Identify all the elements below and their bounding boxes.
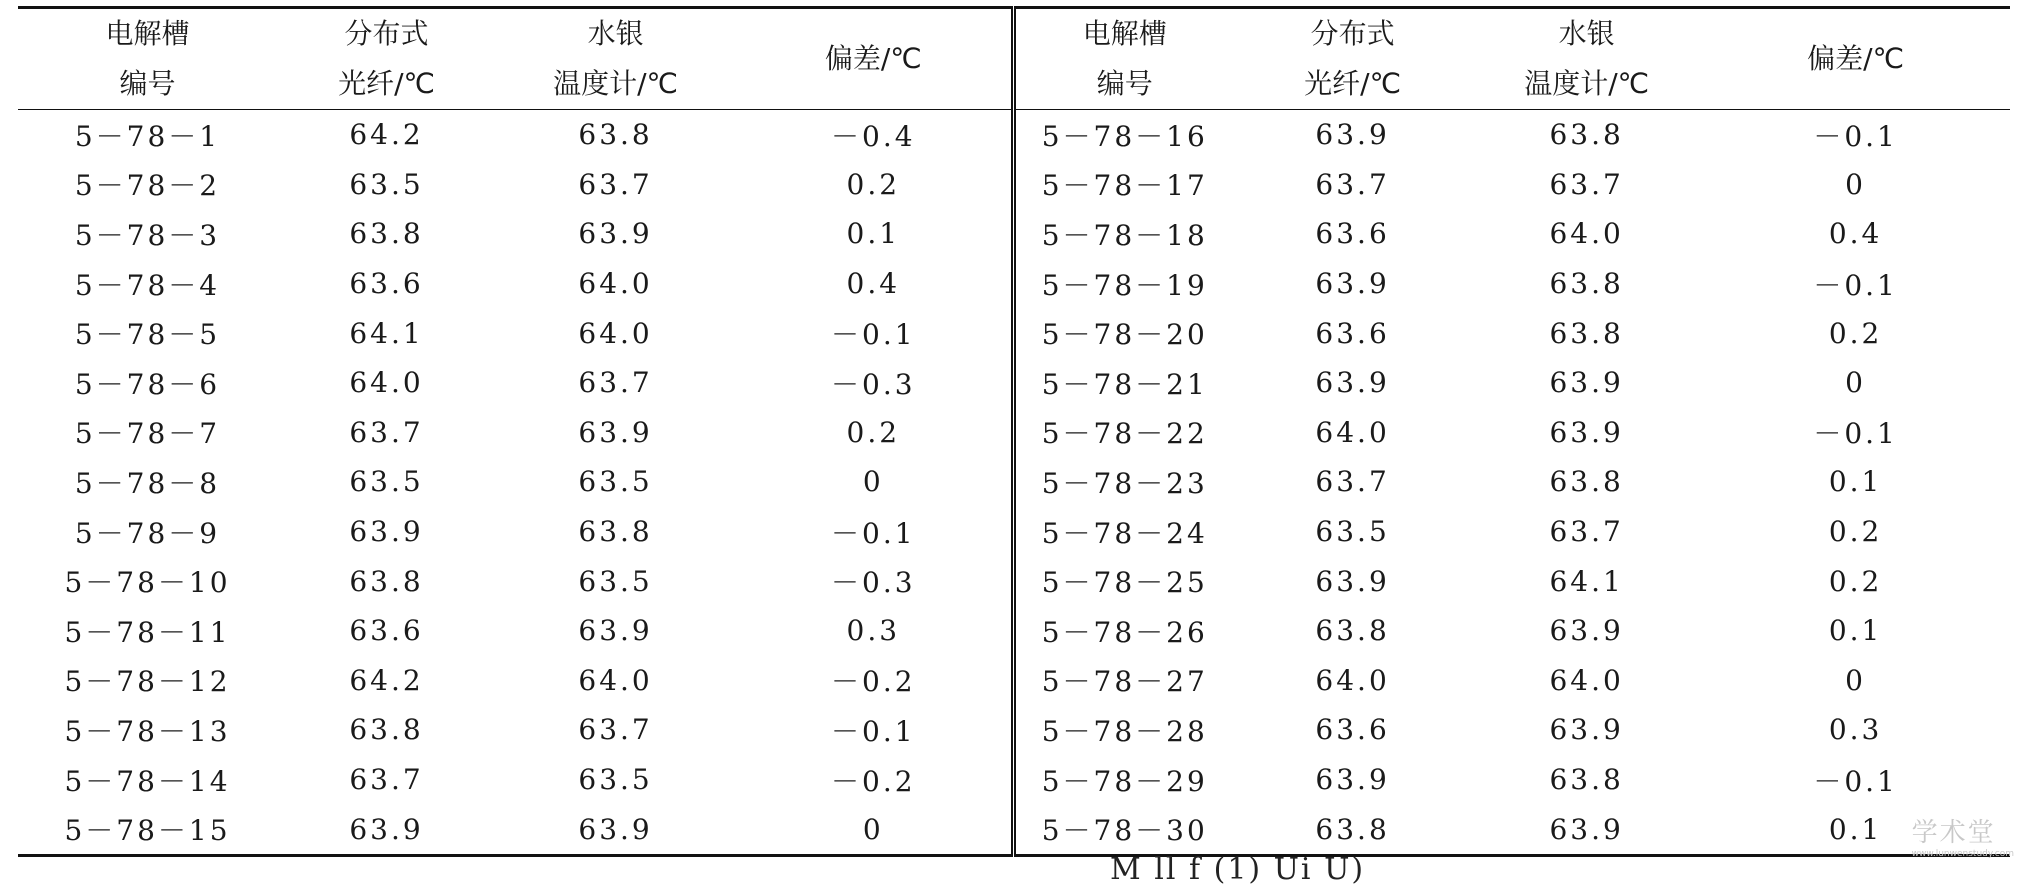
left-fiber-temp-cell: 63.7 — [349, 415, 424, 449]
table-row — [18, 755, 2010, 805]
right-mercury-temp-cell: 63.7 — [1549, 167, 1624, 201]
right-cell-id-cell: 5－78－25 — [1041, 566, 1208, 600]
right-fiber-temp-cell: 63.9 — [1315, 267, 1390, 301]
header-cell-cell-id-right — [1014, 8, 1233, 110]
left-fiber-temp-cell: 64.2 — [349, 118, 424, 152]
right-fiber-temp-cell: 63.5 — [1315, 515, 1390, 549]
left-mercury-temp-cell: 63.7 — [578, 366, 653, 400]
cropped-footer-text: M ll f (1) Ui U) — [1110, 852, 1366, 887]
left-fiber-temp-cell: 63.7 — [349, 763, 424, 797]
left-fiber-temp-cell: 63.6 — [349, 267, 424, 301]
left-mercury-temp-cell: 63.8 — [578, 515, 653, 549]
right-fiber-temp-cell: 63.6 — [1315, 713, 1390, 747]
left-mercury-temp-cell: 63.5 — [578, 465, 653, 499]
header-line: 温度计/℃ — [553, 67, 679, 100]
left-deviation-cell: －0.2 — [735, 656, 1014, 706]
right-cell-id-cell: 5－78－18 — [1041, 218, 1208, 252]
left-cell-id-cell: 5－78－1 — [74, 119, 221, 153]
left-deviation-cell: 0.2 — [735, 160, 1014, 210]
right-fiber-temp-cell: 63.9 — [1315, 564, 1390, 598]
right-cell-id-cell: 5－78－23 — [1041, 466, 1208, 500]
right-deviation-cell: 0.2 — [1828, 515, 1883, 549]
right-mercury-temp-cell: 63.9 — [1549, 614, 1624, 648]
right-mercury-temp-cell: 63.8 — [1549, 118, 1624, 152]
header-line: 编号 — [119, 67, 176, 100]
left-cell-id-cell: 5－78－11 — [64, 615, 231, 649]
header-line: 电解槽 — [105, 17, 190, 50]
left-cell-id-cell: 5－78－7 — [74, 417, 221, 451]
table-row — [18, 209, 2010, 259]
header-line: 水银 — [1558, 17, 1615, 50]
left-deviation-cell: －0.4 — [735, 110, 1014, 160]
left-deviation-cell: 0 — [735, 457, 1014, 507]
right-cell-id-cell: 5－78－16 — [1041, 119, 1208, 153]
left-mercury-temp-cell: 63.9 — [578, 415, 653, 449]
table-row — [18, 656, 2010, 706]
right-deviation-cell: －0.1 — [1813, 268, 1898, 302]
temperature-comparison-table — [18, 6, 2010, 857]
header-cell-fiber-left — [277, 8, 496, 110]
right-mercury-temp-cell: 64.0 — [1549, 217, 1624, 251]
right-mercury-temp-cell: 63.9 — [1549, 713, 1624, 747]
left-cell-id-cell: 5－78－6 — [74, 367, 221, 401]
left-deviation-cell: －0.1 — [735, 705, 1014, 755]
header-cell-deviation-left — [735, 8, 1014, 110]
table-row — [18, 705, 2010, 755]
comparison-table-container — [18, 6, 2010, 857]
left-cell-id-cell: 5－78－2 — [74, 169, 221, 203]
left-mercury-temp-cell: 63.7 — [578, 167, 653, 201]
table-row — [18, 556, 2010, 606]
right-cell-id-cell: 5－78－19 — [1041, 268, 1208, 302]
right-mercury-temp-cell: 63.7 — [1549, 515, 1624, 549]
right-deviation-cell: 0 — [1845, 663, 1866, 697]
right-fiber-temp-cell: 63.9 — [1315, 763, 1390, 797]
table-row — [18, 160, 2010, 210]
left-mercury-temp-cell: 64.0 — [578, 316, 653, 350]
left-deviation-cell: 0.1 — [735, 209, 1014, 259]
left-mercury-temp-cell: 64.0 — [578, 663, 653, 697]
table-row — [18, 110, 2010, 160]
left-deviation-cell: 0 — [735, 804, 1014, 855]
right-fiber-temp-cell: 63.7 — [1315, 167, 1390, 201]
left-fiber-temp-cell: 63.8 — [349, 713, 424, 747]
left-mercury-temp-cell: 63.9 — [578, 614, 653, 648]
header-cell-mercury-left — [496, 8, 735, 110]
right-mercury-temp-cell: 63.8 — [1549, 763, 1624, 797]
left-cell-id-cell: 5－78－8 — [74, 466, 221, 500]
header-line: 温度计/℃ — [1524, 67, 1650, 100]
right-fiber-temp-cell: 63.7 — [1315, 465, 1390, 499]
table-row — [18, 457, 2010, 507]
header-line: 编号 — [1096, 67, 1153, 100]
left-cell-id-cell: 5－78－9 — [74, 516, 221, 550]
right-fiber-temp-cell: 63.9 — [1315, 366, 1390, 400]
left-cell-id-cell: 5－78－3 — [74, 218, 221, 252]
right-mercury-temp-cell: 63.9 — [1472, 804, 1701, 855]
right-mercury-temp-cell: 63.9 — [1549, 415, 1624, 449]
left-cell-id-cell: 5－78－14 — [64, 764, 231, 798]
left-fiber-temp-cell: 63.6 — [349, 614, 424, 648]
table-body — [18, 110, 2010, 856]
right-fiber-temp-cell: 64.0 — [1315, 663, 1390, 697]
table-row — [18, 308, 2010, 358]
table-row — [18, 606, 2010, 656]
left-fiber-temp-cell: 64.0 — [349, 366, 424, 400]
header-line: 分布式 — [344, 17, 429, 50]
left-deviation-cell: －0.2 — [735, 755, 1014, 805]
table-row — [18, 507, 2010, 557]
left-deviation-cell: －0.1 — [735, 507, 1014, 557]
right-deviation-cell: 0.1 — [1828, 614, 1883, 648]
header-cell-mercury-right — [1472, 8, 1701, 110]
right-cell-id-cell: 5－78－28 — [1041, 714, 1208, 748]
right-fiber-temp-cell: 63.6 — [1315, 217, 1390, 251]
watermark-logo — [1912, 812, 2014, 859]
right-fiber-temp-cell: 63.9 — [1315, 118, 1390, 152]
header-cell-cell-id-left — [18, 8, 277, 110]
right-cell-id-cell: 5－78－26 — [1041, 615, 1208, 649]
right-deviation-cell: －0.1 — [1813, 417, 1898, 451]
header-row — [18, 8, 2010, 110]
right-mercury-temp-cell: 63.8 — [1549, 465, 1624, 499]
right-mercury-temp-cell: 63.9 — [1549, 366, 1624, 400]
left-cell-id-cell: 5－78－13 — [64, 714, 231, 748]
right-deviation-cell: －0.1 — [1813, 119, 1898, 153]
right-deviation-cell: 0.4 — [1828, 217, 1883, 251]
left-cell-id-cell: 5－78－10 — [64, 566, 231, 600]
left-mercury-temp-cell: 64.0 — [578, 267, 653, 301]
left-fiber-temp-cell: 63.8 — [349, 564, 424, 598]
watermark-text: 学术堂 — [1911, 818, 1996, 848]
left-fiber-temp-cell: 64.2 — [349, 663, 424, 697]
right-fiber-temp-cell: 64.0 — [1315, 415, 1390, 449]
left-mercury-temp-cell: 63.7 — [578, 713, 653, 747]
left-cell-id-cell: 5－78－15 — [18, 804, 277, 855]
left-cell-id-cell: 5－78－5 — [74, 318, 221, 352]
left-deviation-cell: －0.1 — [735, 308, 1014, 358]
right-mercury-temp-cell: 64.1 — [1549, 564, 1624, 598]
left-fiber-temp-cell: 63.9 — [277, 804, 496, 855]
header-line: 分布式 — [1310, 17, 1395, 50]
left-deviation-cell: －0.3 — [735, 358, 1014, 408]
right-deviation-cell: 0.1 — [1701, 804, 2010, 855]
right-mercury-temp-cell: 63.8 — [1549, 267, 1624, 301]
right-fiber-temp-cell: 63.8 — [1315, 614, 1390, 648]
left-mercury-temp-cell: 63.9 — [496, 804, 735, 855]
header-cell-deviation-right — [1701, 8, 2010, 110]
right-cell-id-cell: 5－78－20 — [1041, 318, 1208, 352]
table-row — [18, 408, 2010, 458]
right-cell-id-cell: 5－78－30 — [1014, 804, 1233, 855]
header-line: 光纤/℃ — [338, 67, 435, 100]
right-deviation-cell: 0.1 — [1828, 465, 1883, 499]
right-fiber-temp-cell: 63.6 — [1315, 316, 1390, 350]
table-row — [18, 259, 2010, 309]
right-cell-id-cell: 5－78－21 — [1041, 367, 1208, 401]
header-line: 光纤/℃ — [1304, 67, 1402, 100]
left-cell-id-cell: 5－78－4 — [74, 268, 221, 302]
right-deviation-cell: 0 — [1845, 366, 1866, 400]
watermark-subtext: www.lunwenstudy.com — [1911, 849, 2014, 859]
left-fiber-temp-cell: 63.5 — [349, 465, 424, 499]
right-cell-id-cell: 5－78－24 — [1041, 516, 1208, 550]
left-fiber-temp-cell: 63.9 — [349, 515, 424, 549]
left-mercury-temp-cell: 63.8 — [578, 118, 653, 152]
header-line: 电解槽 — [1082, 17, 1167, 50]
left-mercury-temp-cell: 63.5 — [578, 564, 653, 598]
right-deviation-cell: 0.2 — [1828, 316, 1883, 350]
left-mercury-temp-cell: 63.9 — [578, 217, 653, 251]
left-deviation-cell: －0.3 — [735, 556, 1014, 606]
left-fiber-temp-cell: 63.5 — [349, 167, 424, 201]
table-row — [18, 804, 2010, 855]
right-cell-id-cell: 5－78－29 — [1041, 764, 1208, 798]
right-deviation-cell: 0.3 — [1828, 713, 1883, 747]
right-cell-id-cell: 5－78－22 — [1041, 417, 1208, 451]
left-mercury-temp-cell: 63.5 — [578, 763, 653, 797]
header-line: 偏差/℃ — [824, 42, 922, 75]
right-cell-id-cell: 5－78－17 — [1041, 169, 1208, 203]
left-fiber-temp-cell: 63.8 — [349, 217, 424, 251]
right-deviation-cell: －0.1 — [1813, 764, 1898, 798]
right-deviation-cell: 0 — [1845, 167, 1866, 201]
right-cell-id-cell: 5－78－27 — [1041, 665, 1208, 699]
right-mercury-temp-cell: 64.0 — [1549, 663, 1624, 697]
right-deviation-cell: 0.2 — [1828, 564, 1883, 598]
table-row — [18, 358, 2010, 408]
left-deviation-cell: 0.3 — [735, 606, 1014, 656]
header-cell-fiber-right — [1233, 8, 1472, 110]
right-fiber-temp-cell: 63.8 — [1233, 804, 1472, 855]
header-line: 水银 — [587, 17, 644, 50]
right-mercury-temp-cell: 63.8 — [1549, 316, 1624, 350]
left-deviation-cell: 0.2 — [735, 408, 1014, 458]
left-cell-id-cell: 5－78－12 — [64, 665, 231, 699]
header-line: 偏差/℃ — [1807, 42, 1905, 75]
left-deviation-cell: 0.4 — [735, 259, 1014, 309]
left-fiber-temp-cell: 64.1 — [349, 316, 424, 350]
